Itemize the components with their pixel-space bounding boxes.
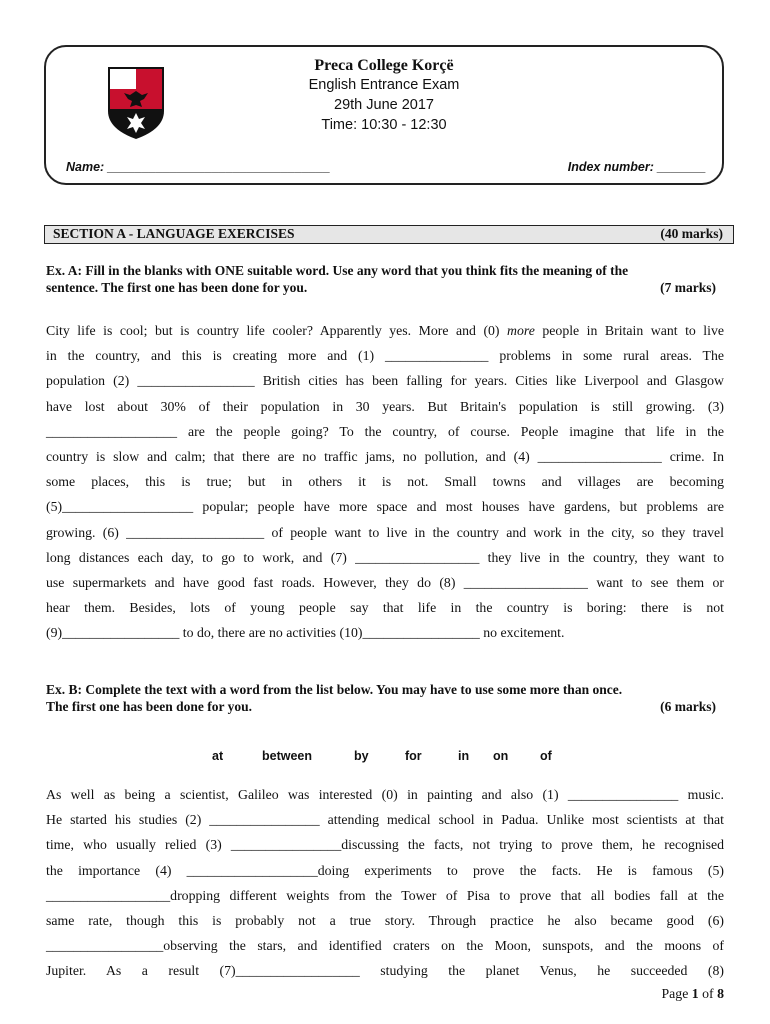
page-footer — [662, 986, 725, 1002]
text-line: hear them. Besides, lots of young people say that life in the country is boring: there is not — [46, 600, 724, 616]
text-line: in the country, and this is creating more and (1) _______________ problems in some rural areas. The — [46, 348, 724, 364]
text-line: some places, this is true; but in others it is not. Small towns and villages are becoming — [46, 474, 724, 490]
text-line: ___________________ are the people going? To the country, of course. People imagine that life in the — [46, 423, 724, 439]
text-line: _________________observing the stars, and identified craters on the Moon, sunspots, and the moons of — [46, 938, 724, 954]
word-option: in — [458, 749, 470, 763]
section-marks: (40 marks) — [660, 226, 723, 241]
section-title: SECTION A - LANGUAGE EXERCISES — [53, 226, 295, 241]
word-option: at — [212, 749, 224, 763]
exam-header — [44, 45, 724, 185]
word-option: of — [540, 749, 552, 763]
ex-a-heading-line2: sentence. The first one has been done for you. — [46, 280, 308, 295]
exam-date: 29th June 2017 — [334, 97, 434, 113]
ex-a-marks: (7 marks) — [660, 280, 716, 295]
page-label: Page — [661, 986, 692, 1001]
ex-b-marks: (6 marks) — [660, 699, 716, 714]
exam-title: English Entrance Exam — [308, 77, 460, 93]
section-a-bar — [44, 225, 734, 244]
name-field[interactable]: Name: ________________________________ — [66, 160, 331, 174]
exam-time: Time: 10:30 - 12:30 — [321, 117, 447, 133]
ex-b-heading — [46, 681, 716, 715]
text-line: He started his studies (2) ________________ attending medical school in Padua. Unlike most scientists at that — [46, 812, 724, 828]
text-line — [46, 318, 724, 343]
page-total: 8 — [717, 986, 724, 1001]
text-line: the importance (4) ___________________doing experiments to prove the facts. He is famous (5) — [46, 862, 724, 878]
text-line: (5)___________________ popular; people have more space and most houses have gardens, but problems are — [46, 499, 724, 515]
text-line: Jupiter. As a result (7)__________________ studying the planet Venus, he succeeded (8) — [46, 963, 724, 979]
word-option: by — [354, 749, 369, 763]
ex-b-text — [46, 782, 724, 984]
index-number-field[interactable]: Index number: _______ — [567, 160, 706, 174]
school-name: Preca College Korçë — [314, 57, 454, 74]
ex-a-heading-line1: Ex. A: Fill in the blanks with ONE suitable word. Use any word that you think fits the meaning of the — [46, 263, 629, 278]
word-option: on — [493, 749, 509, 763]
of-label: of — [698, 986, 718, 1001]
word-option: between — [262, 749, 313, 763]
text-line: have lost about 30% of their population in 30 years. But Britain's population is still growing. (3) — [46, 398, 724, 414]
text-segment: City life is cool; but is country life cooler? Apparently yes. More and (0) — [46, 323, 508, 338]
text-line: use supermarkets and have good fast roads. However, they do (8) __________________ want to see them or — [46, 575, 724, 591]
text-line: long distances each day, to go to work, and (7) __________________ they live in the country, they want to — [46, 549, 724, 565]
text-line: population (2) _________________ British cities has been falling for years. Cities like Liverpool and Glasgow — [46, 373, 724, 389]
word-option: for — [405, 749, 422, 763]
text-segment: people in Britain want to live — [534, 323, 724, 338]
text-line: time, who usually relied (3) ________________discussing the facts, not trying to prove them, he recognised — [46, 837, 724, 853]
text-line: __________________dropping different weights from the Tower of Pisa to prove that all bodies fall at the — [46, 887, 724, 903]
page-number: 1 — [691, 986, 699, 1001]
ex-a-text — [46, 318, 724, 646]
text-line: country is slow and calm; that there are no traffic jams, no pollution, and (4) __________________ crime. In — [46, 449, 724, 465]
ex-b-heading-line1: Ex. B: Complete the text with a word from the list below. You may have to use some more than once. — [46, 682, 623, 697]
text-line: As well as being a scientist, Galileo was interested (0) in painting and also (1) ________________ music. — [46, 787, 724, 802]
example-answer: more — [507, 323, 535, 338]
text-line: same rate, though this is probably not a true story. Through practice he also became good (6) — [46, 913, 724, 929]
text-line: growing. (6) ____________________ of people want to live in the country and work in the city, so they travel — [46, 524, 724, 540]
ex-b-heading-line2: The first one has been done for you. — [46, 699, 253, 714]
ex-a-heading — [46, 262, 716, 296]
text-line: (9)_________________ to do, there are no activities (10)_________________ no excitement. — [46, 625, 565, 641]
